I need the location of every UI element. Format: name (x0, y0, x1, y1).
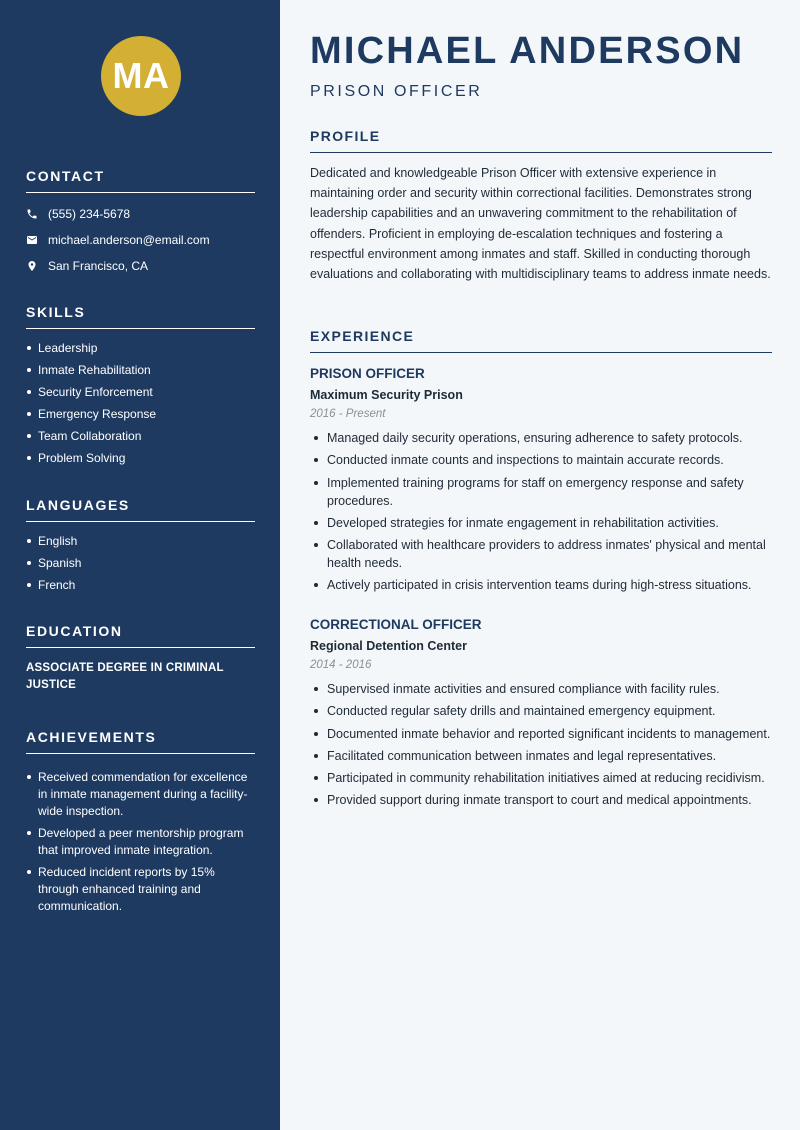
languages-heading: LANGUAGES (26, 497, 255, 522)
achievements-list (26, 769, 255, 915)
job-entry (310, 366, 772, 599)
job-entry (310, 617, 772, 814)
job-bullet: Documented inmate behavior and reported significant incidents to management. (310, 725, 772, 743)
job-bullet: Collaborated with healthcare providers to address inmates' physical and mental health needs. (310, 536, 772, 572)
skills-section (26, 304, 255, 473)
skills-list (26, 341, 255, 465)
job-title: PRISON OFFICER (310, 366, 425, 381)
language-item: French (26, 578, 255, 592)
skill-item: Leadership (26, 341, 255, 355)
skills-heading: SKILLS (26, 304, 255, 329)
language-item: Spanish (26, 556, 255, 570)
achievement-item: Received commendation for excellence in inmate management during a facility-wide inspection. (26, 769, 255, 820)
job-bullet: Provided support during inmate transport to court and medical appointments. (310, 791, 772, 809)
languages-list (26, 534, 255, 592)
job-dates: 2016 - Present (310, 408, 386, 420)
contact-heading: CONTACT (26, 168, 255, 193)
job-title: CORRECTIONAL OFFICER (310, 617, 482, 632)
skill-item: Team Collaboration (26, 429, 255, 443)
experience-section (310, 328, 772, 353)
job-bullet: Conducted regular safety drills and maintained emergency equipment. (310, 702, 772, 720)
job-bullet: Developed strategies for inmate engagement in rehabilitation activities. (310, 514, 772, 532)
achievement-item: Reduced incident reports by 15% through enhanced training and communication. (26, 864, 255, 915)
education-section (26, 623, 255, 694)
job-bullet: Supervised inmate activities and ensured compliance with facility rules. (310, 680, 772, 698)
job-company: Regional Detention Center (310, 639, 467, 653)
education-degree: ASSOCIATE DEGREE IN CRIMINAL JUSTICE (26, 662, 224, 691)
achievements-heading: ACHIEVEMENTS (26, 729, 255, 754)
profile-text: Dedicated and knowledgeable Prison Officer with extensive experience in maintaining order and security within correctional facilities. Demonstrates strong leadership capabilities and an unwavering commitment to the rehabilitation of offenders. Proficient in employing de-escalation techniques and fostering a respectful environment among inmates and staff. Skilled in conducting thorough evaluations and collaborating with multidisciplinary teams to address inmate needs. (310, 166, 771, 282)
contact-location-text: San Francisco, CA (48, 259, 149, 273)
contact-email (26, 232, 255, 248)
skill-item: Emergency Response (26, 407, 255, 421)
job-bullet: Conducted inmate counts and inspections to maintain accurate records. (310, 451, 772, 469)
contact-phone (26, 206, 255, 222)
languages-section (26, 497, 255, 600)
job-bullets (310, 680, 772, 809)
job-bullet: Participated in community rehabilitation initiatives aimed at reducing recidivism. (310, 769, 772, 787)
contact-location (26, 258, 255, 274)
job-bullet: Managed daily security operations, ensuring adherence to safety protocols. (310, 429, 772, 447)
avatar (101, 36, 181, 116)
achievements-section (26, 729, 255, 920)
education-heading: EDUCATION (26, 623, 255, 648)
experience-heading: EXPERIENCE (310, 328, 772, 353)
skill-item: Problem Solving (26, 451, 255, 465)
contact-phone-text: (555) 234-5678 (48, 207, 131, 221)
candidate-title: PRISON OFFICER (310, 83, 483, 100)
profile-heading: PROFILE (310, 128, 772, 153)
job-company: Maximum Security Prison (310, 388, 463, 402)
profile-section (310, 128, 772, 284)
job-bullet: Implemented training programs for staff on emergency response and safety procedures. (310, 474, 772, 510)
achievement-item: Developed a peer mentorship program that improved inmate integration. (26, 825, 255, 859)
envelope-icon (26, 234, 38, 246)
language-item: English (26, 534, 255, 548)
job-dates: 2014 - 2016 (310, 659, 372, 671)
avatar-initials: MA (112, 55, 170, 96)
job-bullet: Facilitated communication between inmates and legal representatives. (310, 747, 772, 765)
skill-item: Inmate Rehabilitation (26, 363, 255, 377)
contact-section (26, 168, 255, 274)
phone-icon (26, 208, 38, 220)
job-bullet: Actively participated in crisis intervention teams during high-stress situations. (310, 576, 772, 594)
job-bullets (310, 429, 772, 594)
candidate-name: MICHAEL ANDERSON (310, 30, 745, 72)
contact-email-text: michael.anderson@email.com (48, 233, 210, 247)
location-pin-icon (26, 260, 38, 272)
skill-item: Security Enforcement (26, 385, 255, 399)
sidebar (0, 0, 280, 1130)
